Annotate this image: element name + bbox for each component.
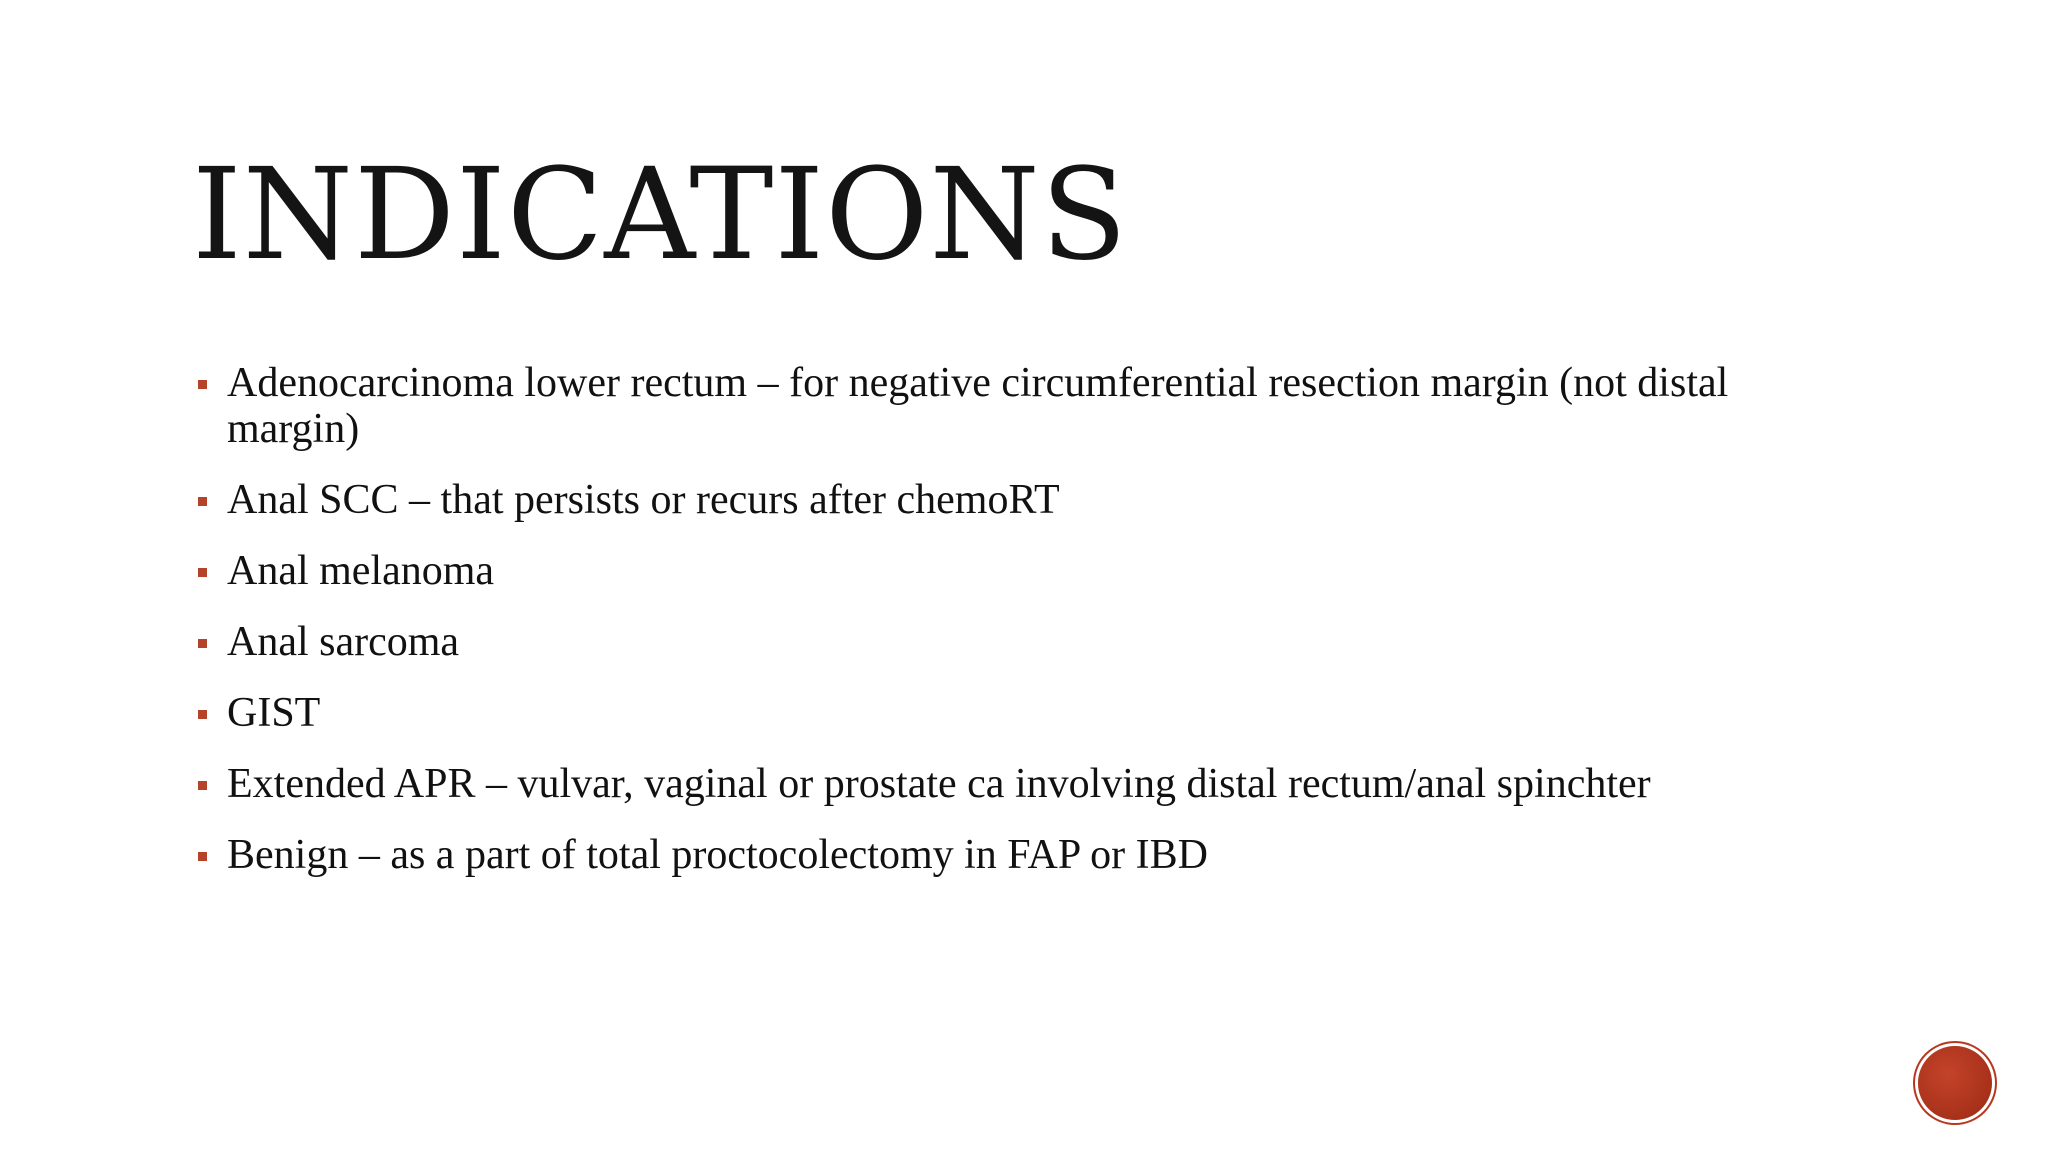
square-bullet-icon	[198, 568, 207, 577]
slide-title: INDICATIONS	[192, 141, 1129, 288]
bullet-text: Extended APR – vulvar, vaginal or prostate ca involving distal rectum/anal spinchter	[227, 761, 1651, 807]
bullet-text: Adenocarcinoma lower rectum – for negative circumferential resection margin (not distal margin)	[227, 360, 1729, 452]
list-item	[196, 477, 1836, 523]
square-bullet-icon	[198, 497, 207, 506]
square-bullet-icon	[198, 710, 207, 719]
square-bullet-icon	[198, 639, 207, 648]
bullet-text: GIST	[227, 690, 321, 736]
list-item	[196, 619, 1836, 665]
list-item	[196, 548, 1836, 594]
square-bullet-icon	[198, 852, 207, 861]
bullet-text: Anal SCC – that persists or recurs after chemoRT	[227, 477, 1060, 523]
list-item	[196, 761, 1836, 807]
bullet-list	[196, 360, 1836, 903]
list-item	[196, 832, 1836, 878]
circle-nav-icon[interactable]	[1918, 1046, 1992, 1120]
bullet-text: Anal sarcoma	[227, 619, 460, 665]
list-item	[196, 360, 1836, 452]
list-item	[196, 690, 1836, 736]
square-bullet-icon	[198, 781, 207, 790]
bullet-text: Anal melanoma	[227, 548, 495, 594]
bullet-text: Benign – as a part of total proctocolectomy in FAP or IBD	[227, 832, 1208, 878]
square-bullet-icon	[198, 380, 207, 389]
